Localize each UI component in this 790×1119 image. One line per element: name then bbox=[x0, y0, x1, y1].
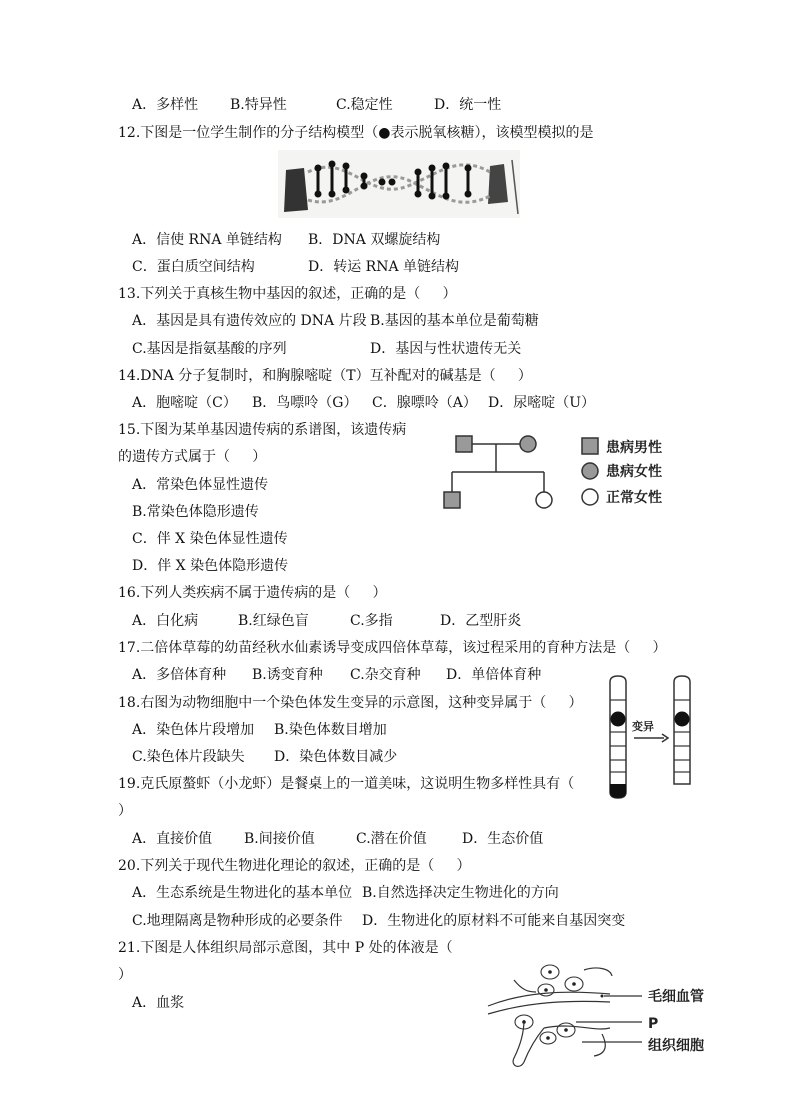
q16-option-b: B.红绿色盲 bbox=[238, 613, 309, 629]
q15-option-d: D．伴 X 染色体隐形遗传 bbox=[132, 558, 289, 574]
affected-female-parent bbox=[520, 436, 536, 452]
q20-option-b: B.自然选择决定生物进化的方向 bbox=[362, 885, 559, 901]
q12-option-b: B．DNA 双螺旋结构 bbox=[308, 232, 441, 248]
label-capillary: 毛细血管 bbox=[648, 989, 704, 1005]
q11-option-b: B.特异性 bbox=[230, 97, 287, 113]
q16-stem: 16.下列人类疾病不属于遗传病的是（ ） bbox=[118, 585, 387, 601]
q15-option-a: A．常染色体显性遗传 bbox=[132, 477, 269, 493]
q20-option-d: D．生物进化的原材料不可能来自基因突变 bbox=[362, 913, 626, 929]
legend-male-symbol bbox=[582, 438, 598, 454]
q17-stem: 17.二倍体草莓的幼苗经秋水仙素诱导变成四倍体草莓，该过程采用的育种方法是（ ） bbox=[118, 640, 667, 656]
q12-option-c: C．蛋白质空间结构 bbox=[132, 259, 255, 275]
q19-stem-line2: ） bbox=[118, 803, 132, 819]
q19-option-c: C.潜在价值 bbox=[356, 831, 427, 847]
q12-stem: 12.下图是一位学生制作的分子结构模型（●表示脱氧核糖），该模型模拟的是 bbox=[118, 125, 594, 141]
q19-stem-line1: 19.克氏原螯虾（小龙虾）是餐桌上的一道美味，这说明生物多样性具有（ bbox=[118, 776, 575, 792]
q13-stem: 13.下列关于真核生物中基因的叙述，正确的是（ ） bbox=[118, 286, 457, 302]
affected-male-parent bbox=[456, 436, 472, 452]
q19-option-d: D．生态价值 bbox=[462, 831, 544, 847]
q11-option-c: C.稳定性 bbox=[336, 97, 393, 113]
q12-option-d: D．转运 RNA 单链结构 bbox=[308, 259, 460, 275]
arrow-label: 变异 bbox=[632, 720, 654, 733]
label-tissue-cell: 组织细胞 bbox=[648, 1038, 704, 1054]
q18-option-a: A．染色体片段增加 bbox=[132, 722, 255, 738]
q19-option-a: A．直接价值 bbox=[132, 831, 213, 847]
q16-option-d: D．乙型肝炎 bbox=[440, 613, 522, 629]
q19-option-b: B.间接价值 bbox=[244, 831, 315, 847]
affected-male-child bbox=[444, 492, 460, 508]
q14-stem: 14.DNA 分子复制时，和胸腺嘧啶（T）互补配对的碱基是（ ） bbox=[118, 368, 532, 384]
q18-option-b: B.染色体数目增加 bbox=[274, 722, 387, 738]
q18-option-d: D．染色体数目减少 bbox=[274, 749, 398, 765]
q15-option-c: C．伴 X 染色体显性遗传 bbox=[132, 531, 288, 547]
q16-option-c: C.多指 bbox=[350, 613, 393, 629]
legend-female-symbol bbox=[582, 463, 598, 479]
legend-normal-female: 正常女性 bbox=[606, 490, 662, 506]
q11-option-d: D．统一性 bbox=[434, 97, 502, 113]
q21-option-a: A．血浆 bbox=[132, 995, 185, 1011]
q15-stem-line2: 的遗传方式属于（ ） bbox=[118, 449, 267, 465]
pedigree-chart bbox=[436, 428, 676, 518]
q17-option-c: C.杂交育种 bbox=[350, 667, 421, 683]
q20-stem: 20.下列关于现代生物进化理论的叙述，正确的是（ ） bbox=[118, 858, 471, 874]
dna-model-figure bbox=[278, 150, 520, 218]
q15-option-b: B.常染色体隐形遗传 bbox=[132, 504, 259, 520]
q13-option-b: B.基因的基本单位是葡萄糖 bbox=[370, 313, 539, 329]
q14-option-c: C．腺嘌呤（A） bbox=[372, 395, 477, 411]
q21-stem-line2: ） bbox=[118, 967, 132, 983]
legend-normal-symbol bbox=[582, 489, 598, 505]
legend-affected-female: 患病女性 bbox=[606, 464, 662, 480]
q12-option-a: A．信使 RNA 单链结构 bbox=[132, 232, 282, 248]
q13-option-c: C.基因是指氨基酸的序列 bbox=[132, 341, 287, 357]
q14-option-d: D．尿嘧啶（U） bbox=[488, 395, 596, 411]
q11-option-a: A．多样性 bbox=[132, 97, 199, 113]
q20-option-c: C.地理隔离是物种形成的必要条件 bbox=[132, 913, 343, 929]
q13-option-a: A．基因是具有遗传效应的 DNA 片段 bbox=[132, 313, 367, 329]
q18-option-c: C.染色体片段缺失 bbox=[132, 749, 245, 765]
chromosome-variation-figure bbox=[600, 674, 700, 800]
q18-stem: 18.右图为动物细胞中一个染色体发生变异的示意图，这种变异属于（ ） bbox=[118, 695, 583, 711]
q14-option-a: A．胞嘧啶（C） bbox=[132, 395, 237, 411]
legend-affected-male: 患病男性 bbox=[606, 440, 662, 456]
q16-option-a: A．白化病 bbox=[132, 613, 199, 629]
q13-option-d: D．基因与性状遗传无关 bbox=[370, 341, 522, 357]
q20-option-a: A．生态系统是生物进化的基本单位 bbox=[132, 885, 353, 901]
q17-option-b: B.诱变育种 bbox=[252, 667, 323, 683]
q14-option-b: B．鸟嘌呤（G） bbox=[252, 395, 358, 411]
label-p: P bbox=[648, 1016, 659, 1032]
q21-stem-line1: 21.下图是人体组织局部示意图，其中 P 处的体液是（ bbox=[118, 940, 453, 956]
tissue-diagram bbox=[484, 962, 720, 1072]
q17-option-d: D．单倍体育种 bbox=[446, 667, 542, 683]
q15-stem-line1: 15.下图为某单基因遗传病的系谱图，该遗传病 bbox=[118, 422, 407, 438]
q17-option-a: A．多倍体育种 bbox=[132, 667, 227, 683]
normal-female-child bbox=[536, 492, 552, 508]
